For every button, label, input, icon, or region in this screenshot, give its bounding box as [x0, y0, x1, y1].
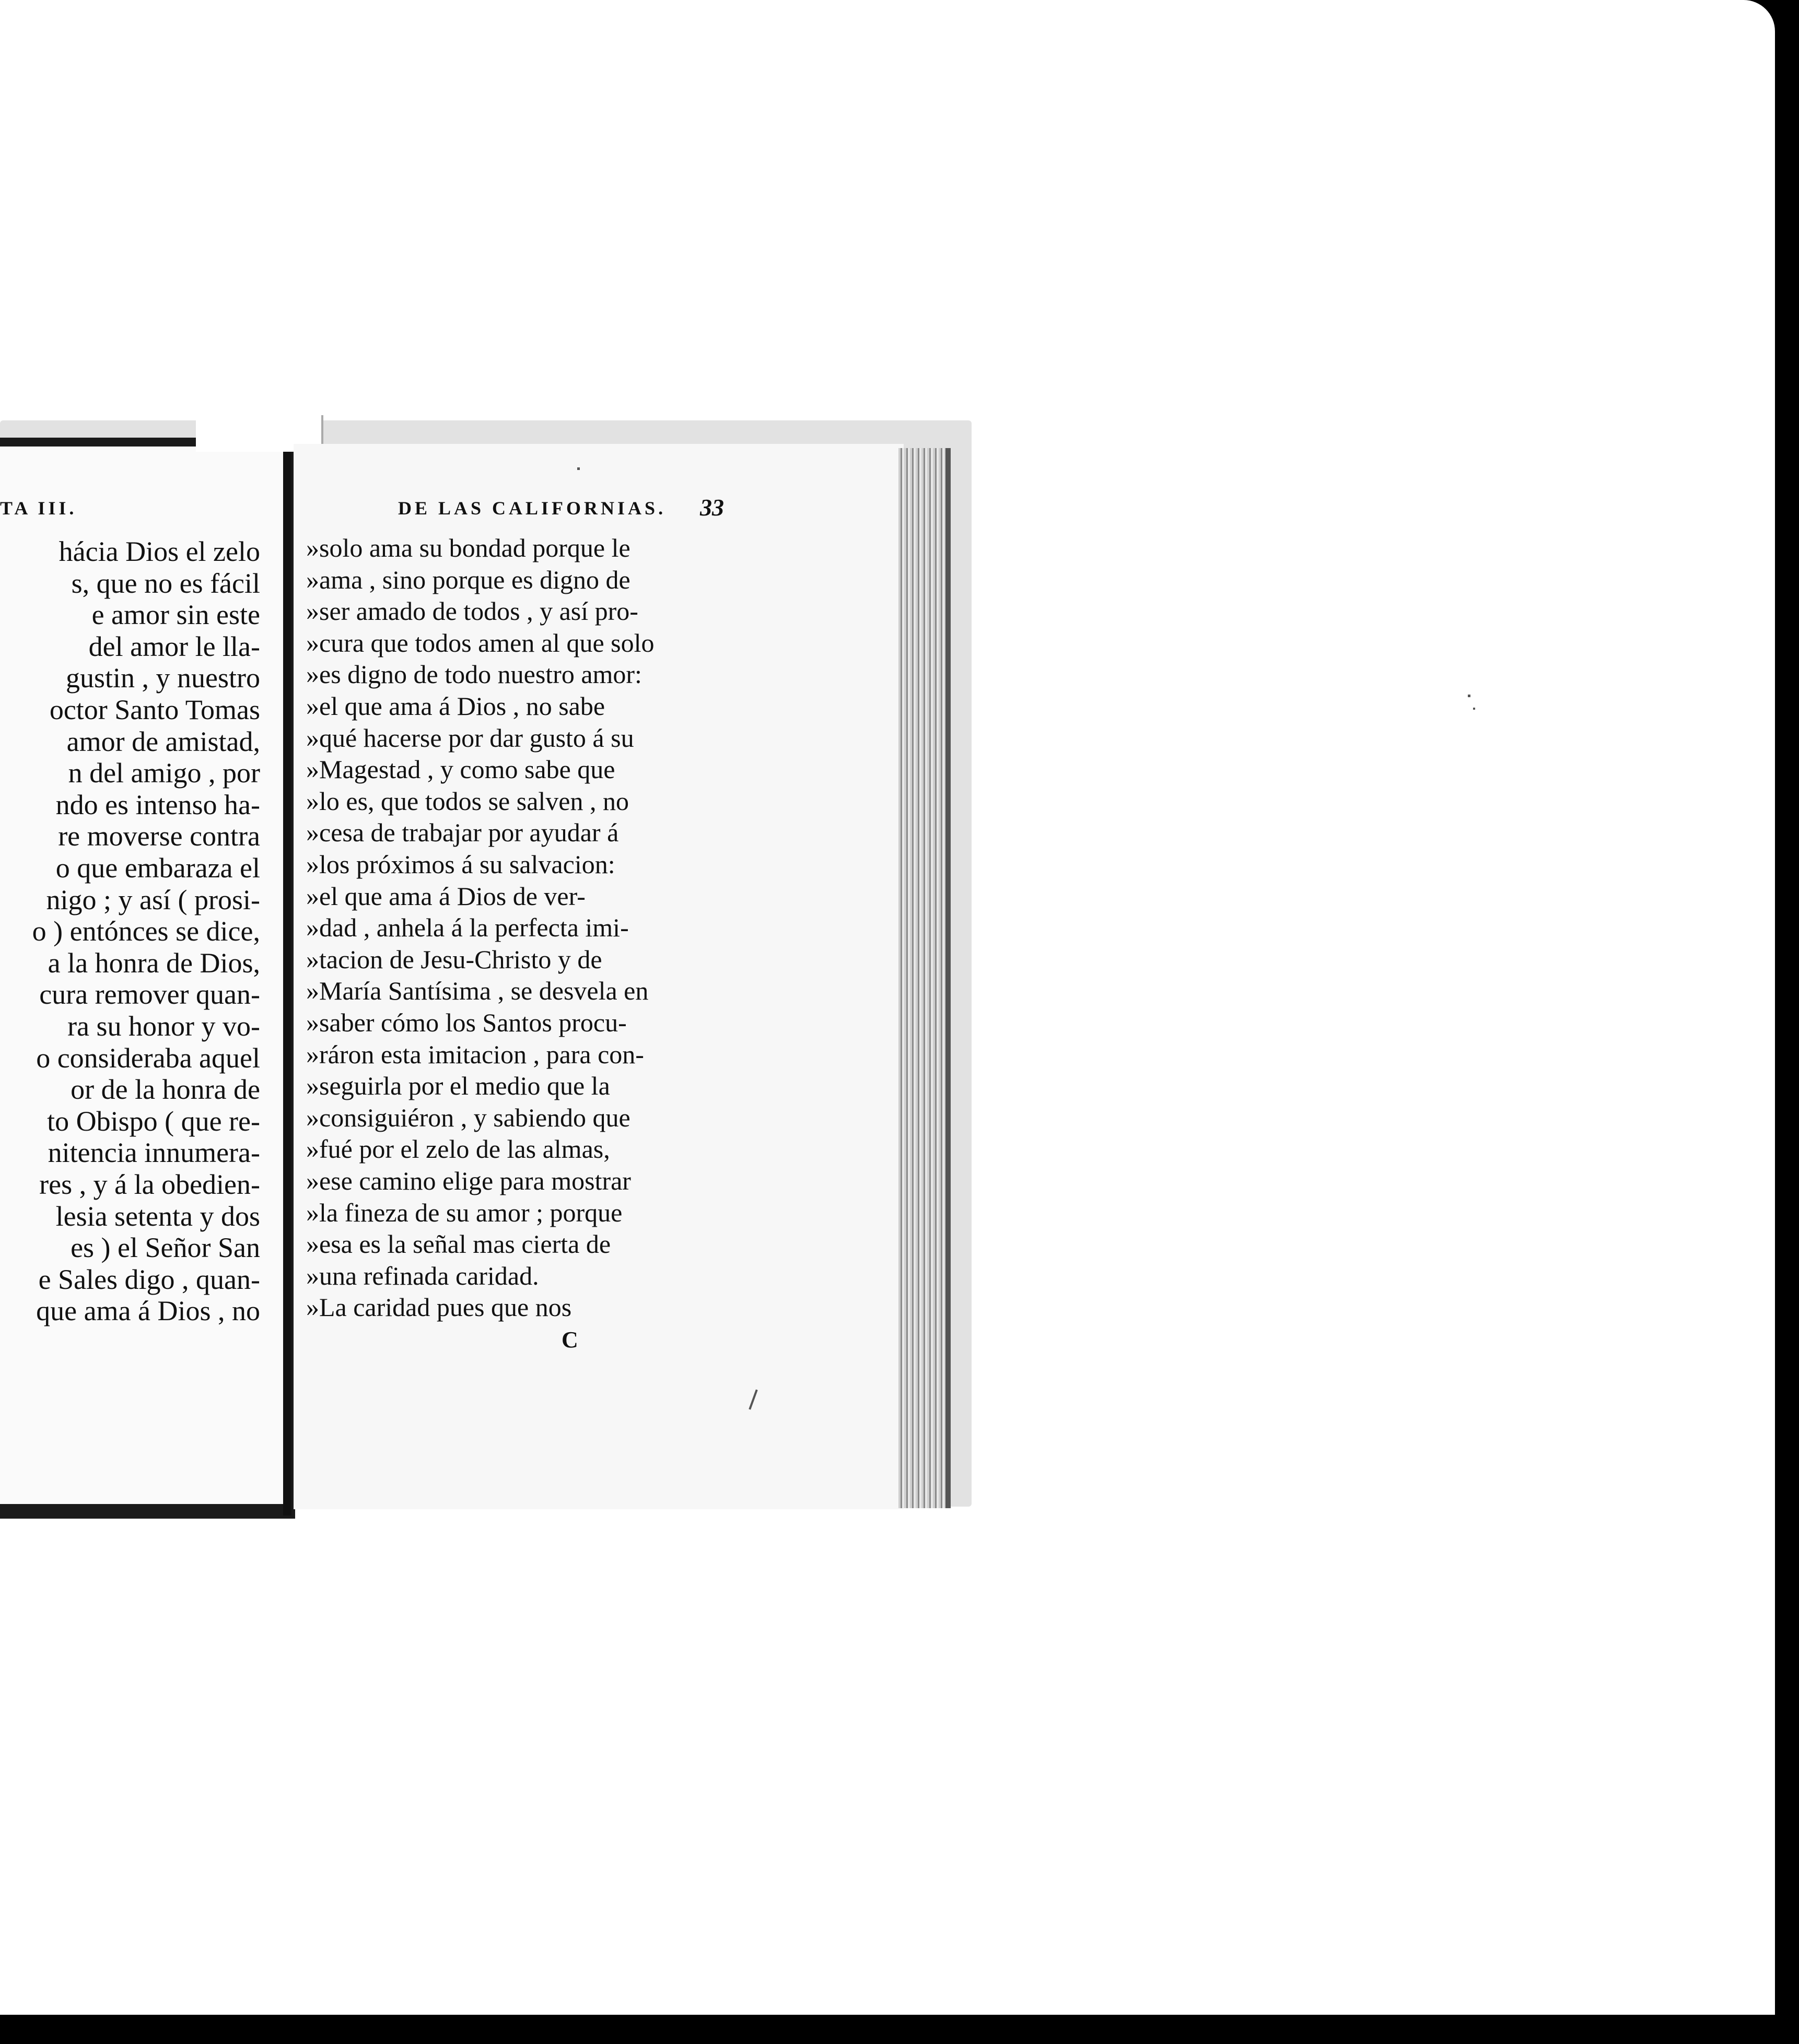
left-text-line: es ) el Señor San: [71, 1232, 260, 1264]
right-text-line: »lo es, que todos se salven , no: [306, 786, 629, 816]
right-text-line: »los próximos á su salvacion:: [306, 850, 615, 879]
right-text-line: »el que ama á Dios de ver-: [306, 881, 586, 911]
right-text-line: »dad , anhela á la perfecta imi-: [306, 913, 629, 943]
right-text-line: »una refinada caridad.: [306, 1261, 539, 1290]
left-text-line: a la honra de Dios,: [48, 947, 260, 979]
right-text-line: »ráron esta imitacion , para con-: [306, 1039, 644, 1069]
right-text-line: »Magestad , y como sabe que: [306, 755, 615, 784]
left-text-line: octor Santo Tomas: [49, 694, 260, 725]
left-text-line: que ama á Dios , no: [36, 1295, 260, 1327]
left-text-line: cura remover quan-: [39, 979, 260, 1011]
left-text-line: hácia Dios el zelo: [59, 536, 260, 567]
right-text-line: »la fineza de su amor ; porque: [306, 1197, 623, 1227]
right-text-line: »La caridad pues que nos: [306, 1293, 572, 1322]
left-text-line: re moverse contra: [58, 820, 260, 852]
right-text-line: »ser amado de todos , y así pro-: [306, 596, 638, 626]
left-text-line: gustin , y nuestro: [66, 662, 260, 694]
right-text-line: »ama , sino porque es digno de: [306, 565, 630, 594]
right-text-line: »el que ama á Dios , no sabe: [306, 691, 605, 721]
right-text-line: »cesa de trabajar por ayudar á: [306, 818, 619, 848]
left-text-line: o que embaraza el: [55, 852, 260, 884]
right-running-head: DE LAS CALIFORNIAS.: [398, 498, 667, 519]
right-text-line: »fué por el zelo de las almas,: [306, 1134, 610, 1164]
right-text-line: »seguirla por el medio que la: [306, 1071, 610, 1101]
left-text-line: or de la honra de: [71, 1074, 260, 1106]
right-text-line: »esa es la señal mas cierta de: [306, 1229, 611, 1259]
left-text-line: ndo es intenso ha-: [55, 789, 260, 820]
dust-speck: [577, 467, 580, 470]
page-number: 33: [700, 494, 724, 521]
left-text-line: nitencia innumera-: [48, 1137, 260, 1169]
right-text-line: »solo ama su bondad porque le: [306, 533, 630, 562]
dust-speck: [1473, 708, 1475, 710]
dust-speck: [1468, 695, 1470, 697]
page-edges: [898, 448, 951, 1508]
left-text-line: ra su honor y vo-: [67, 1011, 260, 1042]
left-text-line: del amor le lla-: [88, 630, 260, 662]
left-text-line: to Obispo ( que re-: [47, 1105, 260, 1137]
left-running-head: TA III.: [0, 498, 77, 519]
left-text-line: n del amigo , por: [68, 757, 260, 789]
signature-mark: C: [562, 1327, 578, 1353]
right-text-line: »saber cómo los Santos procu-: [306, 1008, 627, 1037]
left-text-line: o ) entónces se dice,: [32, 915, 260, 947]
right-text-line: »es digno de todo nuestro amor:: [306, 660, 642, 689]
right-text-line: »consiguiéron , y sabiendo que: [306, 1102, 630, 1132]
right-text-line: »ese camino elige para mostrar: [306, 1166, 631, 1195]
left-text-line: o consideraba aquel: [36, 1042, 260, 1074]
right-text-line: »cura que todos amen al que solo: [306, 628, 655, 657]
left-text-line: amor de amistad,: [66, 725, 260, 757]
left-text-line: e Sales digo , quan-: [38, 1263, 260, 1295]
left-text-line: lesia setenta y dos: [55, 1200, 260, 1232]
right-text-line: »María Santísima , se desvela en: [306, 976, 649, 1006]
left-text-line: nigo ; y así ( prosi-: [46, 884, 260, 915]
book-spine: [283, 440, 291, 1516]
left-text-line: res , y á la obedien-: [39, 1169, 260, 1200]
left-text-line: e amor sin este: [91, 599, 260, 631]
right-text-line: »qué hacerse por dar gusto á su: [306, 723, 634, 753]
right-text-line: »tacion de Jesu-Christo y de: [306, 944, 602, 974]
left-text-line: s, que no es fácil: [71, 567, 260, 599]
